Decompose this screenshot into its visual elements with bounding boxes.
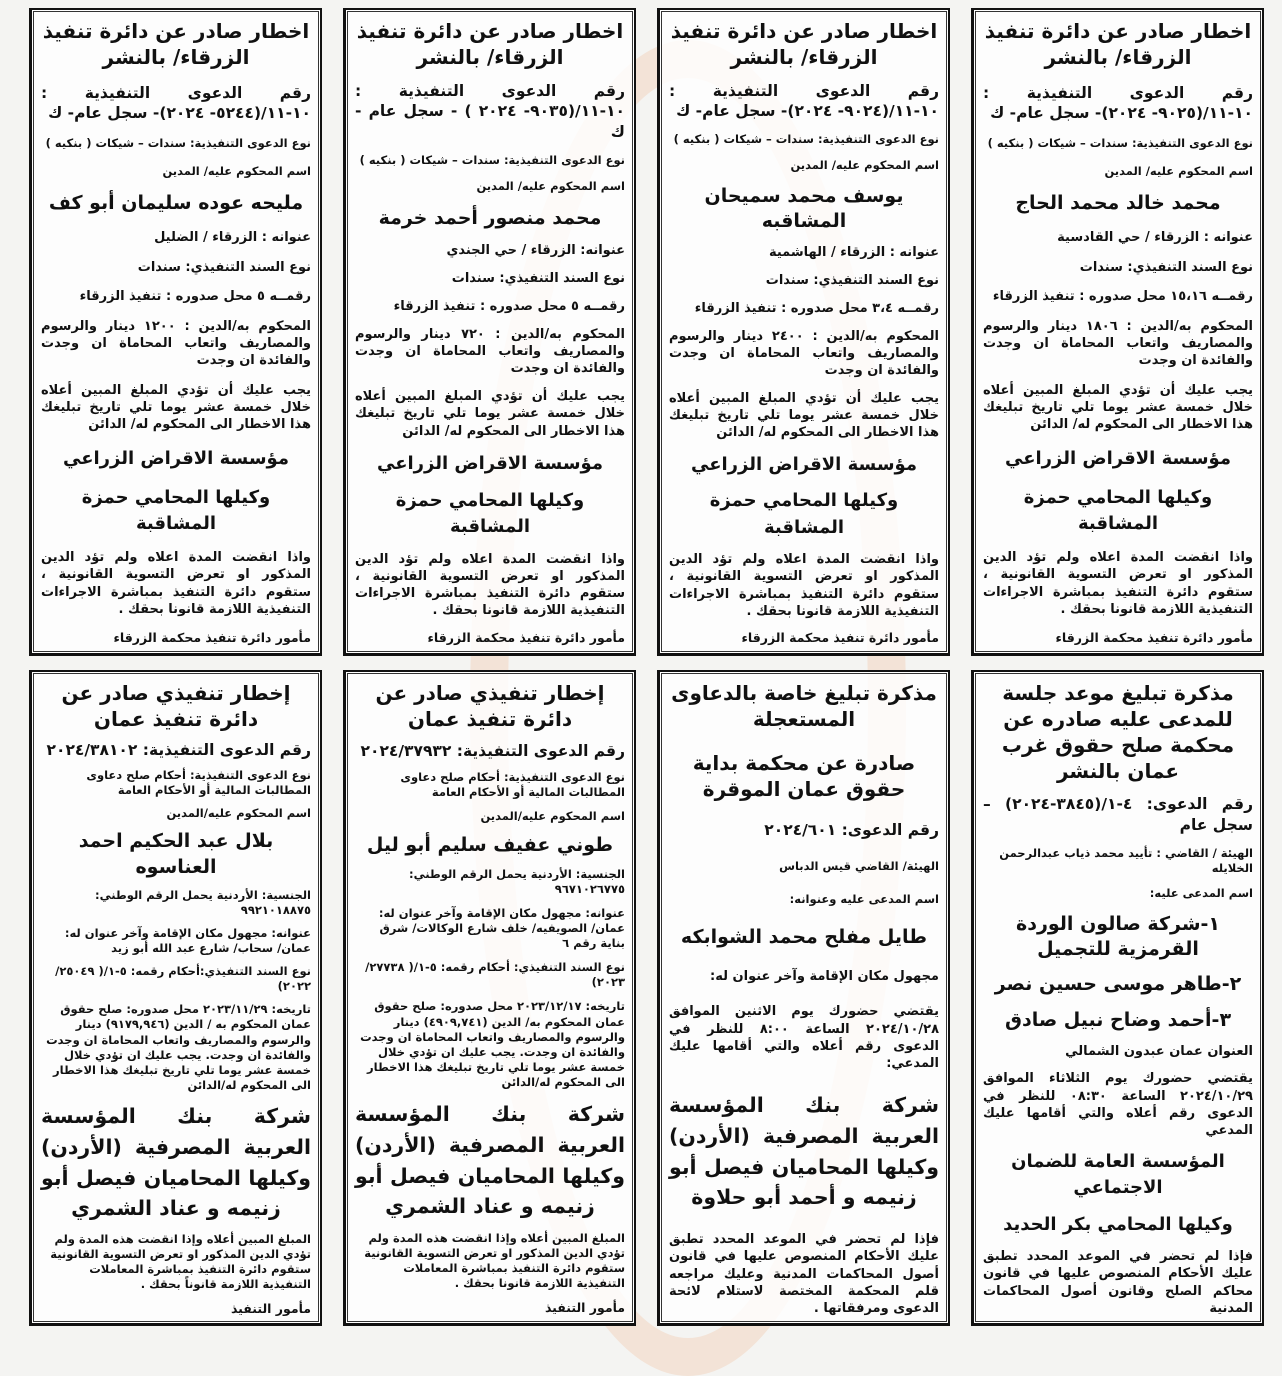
detail-line: اسم المدعى عليه وعنوانه: <box>789 891 939 906</box>
case-number: رقم الدعوى التنفيذية : ١٠-١١/(٩٠٢٤- ٢٠٢٤)- سجل عام- ك <box>669 81 939 121</box>
party-name: محمد خالد محمد الحاج <box>1015 192 1221 215</box>
notice-text: المحكوم به/الدين : ١٢٠٠ دينار والرسوم والمصاريف واتعاب المحاماة ان وجدت والفائدة ان وجدت <box>41 318 311 369</box>
detail-line: عنوانه: مجهول مكان الإقامة وآخر عنوان له: عمان/ الصويفيه/ خلف شارع الوكالات/ شرق بناية رقم ٦ <box>378 905 625 951</box>
detail-line: نوع الدعوى التنفيذية: سندات – شيكات ( بنكيه ) <box>673 132 939 147</box>
detail-line: نوع الدعوى التنفيذية: سندات – شيكات ( بنكيه ) <box>45 135 311 150</box>
party-name: مليحه عوده سليمان أبو كف <box>48 192 304 215</box>
notice-title: اخطار صادر عن دائرة تنفيذ الزرقاء/ بالنشر <box>670 19 938 69</box>
notice-text: يجب عليك أن تؤدي المبلغ المبين أعلاه خلال خمسة عشر يوما تلي تاريخ تبليغك هذا الاخطار الى المحكوم له/ الدائن <box>355 389 625 439</box>
party-name: ٣-أحمد وضاح نبيل صادق <box>1004 1008 1232 1031</box>
detail-line: اسم المحكوم عليه/المدين <box>166 806 311 821</box>
claimant-name: مؤسسة الاقراض الزراعي <box>1004 447 1231 469</box>
detail-line: عنوانه: مجهول مكان الإقامة وآخر عنوان له: عمان/ سحاب/ شارع عبد الله أبو زيد <box>64 925 311 955</box>
notice-text: يقتضي حضورك يوم الاثنين الموافق ٢٠٢٤/١٠/٢٨ الساعة ٨:٠٠ للنظر في الدعوى رقم أعلاه والتي أقامها عليك المدعي: <box>669 1004 940 1071</box>
legal-notice <box>657 8 950 656</box>
notice-text: مجهول مكان الإقامة وآخر عنوان له: <box>710 969 939 985</box>
claimant-name: شركة بنك المؤسسة العربية المصرفية (الأردن) وكيلها المحاميان فيصل أبو زنيمه و أحمد أبو حلاوة <box>669 1093 939 1210</box>
notice-text: واذا انقضت المدة اعلاه ولم تؤد الدين المذكور او تعرض التسوية القانونية ، ستقوم دائرة التنفيذ بمباشرة الاجراءات التنفيذية اللازمة قانونا بحقك . <box>41 550 311 617</box>
claimant-name: المؤسسة العامة للضمان الاجتماعي <box>1011 1151 1225 1199</box>
notice-text: المحكوم به/الدين : ٢٤٠٠ دينار والرسوم والمصاريف واتعاب المحاماة ان وجدت والفائدة ان وجدت <box>669 328 939 378</box>
legal-notices-page <box>28 8 1264 1326</box>
notice-title: اخطار صادر عن دائرة تنفيذ الزرقاء/ بالنشر <box>984 19 1252 69</box>
detail-line: اسم المحكوم عليه/ المدين <box>476 179 625 194</box>
detail-line: نوع الدعوى التنفيذية: سندات – شيكات ( بنكيه ) <box>359 153 625 168</box>
detail-line: تاريخه: ٢٠٢٣/١١/٢٩ محل صدوره: صلح حقوق عمان المحكوم به / الدين (٩١٧٩,٩٤٦) دينار والرسوم والمصاريف واتعاب المحاماة ان وجدت والفائدة ان وجدت. يجب عليك ان تؤدي خلال خمسة عشر يوما تلي تاريخ تبليغك هذا الاخطار الى المحكوم له/الدائن <box>46 1002 311 1093</box>
claimant-name: وكيلها المحامي بكر الحديد <box>1003 1213 1233 1235</box>
claimant-name: شركة بنك المؤسسة العربية المصرفية (الأردن) وكيلها المحاميان فيصل أبو زنيمه و عناد الشمري <box>355 1102 625 1219</box>
claimant-name: شركة بنك المؤسسة العربية المصرفية (الأردن) وكيلها المحاميان فيصل أبو زنيمه و عناد الشمري <box>41 1104 311 1221</box>
issuing-officer: مأمور دائرة تنفيذ محكمة الزرقاء <box>427 630 625 646</box>
case-number: رقم الدعوى التنفيذية : ١٠-١١/(٩٠٢٥- ٢٠٢٤)- سجل عام- ك <box>983 83 1253 122</box>
detail-line: اسم المحكوم عليه/ المدين <box>1104 163 1253 178</box>
notice-title: مذكرة تبليغ موعد جلسة للمدعى عليه صادره عن محكمة صلح حقوق غرب عمان بالنشر <box>1001 681 1235 783</box>
detail-line: تاريخه: ٢٠٢٣/١٢/١٧ محل صدوره: صلح حقوق عمان المحكوم به/ الدين (٤٩٠٩,٧٤١) دينار والرسوم والمصاريف واتعاب المحاماة ان وجدت والفائدة ان وجدت. يجب عليك ان تؤدي خلال خمسة عشر يوما تلي تاريخ تبليغك هذا الاخطار الى المحكوم له/الدائن <box>360 999 625 1090</box>
notice-title: إخطار تنفيذي صادر عن دائرة تنفيذ عمان <box>61 681 291 731</box>
party-name: بلال عبد الحكيم احمد العناسوه <box>78 830 274 878</box>
claimant-name: مؤسسة الاقراض الزراعي <box>376 452 603 474</box>
detail-line: نوع الدعوى التنفيذية: أحكام صلح دعاوى المطالبات المالية أو الأحكام العامة <box>400 769 625 800</box>
notice-text: المحكوم به/الدين : ١٨٠٦ دينار والرسوم والمصاريف واتعاب المحاماة ان وجدت والفائدة ان وجدت <box>983 318 1253 369</box>
notice-text: رقمــه ٣،٤ محل صدوره : تنفيذ الزرقاء <box>694 300 939 316</box>
legal-notice <box>971 8 1264 656</box>
detail-line: اسم المحكوم عليه/ المدين <box>162 163 311 178</box>
legal-notice <box>971 670 1264 1326</box>
notice-title: اخطار صادر عن دائرة تنفيذ الزرقاء/ بالنشر <box>356 19 624 69</box>
notice-text: نوع السند التنفيذي: سندات <box>451 270 625 286</box>
party-name: ١-شركة صالون الوردة القرمزية للتجميل <box>1015 912 1221 960</box>
claimant-name: وكيلها المحامي حمزة المشاقبة <box>81 486 271 534</box>
notice-title: إخطار تنفيذي صادر عن دائرة تنفيذ عمان <box>375 681 605 731</box>
notice-text: نوع السند التنفيذي: سندات <box>1079 259 1253 275</box>
claimant-name: مؤسسة الاقراض الزراعي <box>690 453 917 475</box>
detail-line: نوع السند التنفيذي:أحكام رقمه: ٥-١/( ٢٥٠٤٩/ ٢٠٢٢) <box>55 963 311 994</box>
legal-notice <box>657 670 950 1326</box>
claimant-name: وكيلها المحامي حمزة المشاقبة <box>1023 486 1213 534</box>
notice-text: المحكوم به/الدين : ٧٢٠ دينار والرسوم والمصاريف واتعاب المحاماة ان وجدت والفائدة ان وجدت <box>355 326 625 377</box>
detail-line: نوع الدعوى التنفيذية: أحكام صلح دعاوى المطالبات المالية أو الأحكام العامة <box>86 768 311 798</box>
claimant-name: وكيلها المحامي حمزة المشاقبة <box>395 489 585 537</box>
detail-line: نوع الدعوى التنفيذية: سندات – شيكات ( بنكيه ) <box>987 135 1253 150</box>
notice-text: فإذا لم تحضر في الموعد المحدد تطبق عليك الأحكام المنصوص عليها في قانون محاكم الصلح وقانون أصول المحاكمات المدنية <box>983 1249 1253 1316</box>
notice-text: رقمــه ١٥،١٦ محل صدوره : تنفيذ الزرقاء <box>992 289 1253 305</box>
notice-text: عنوانه : الزرقاء / الضليل <box>154 229 311 245</box>
issuing-officer: مأمور دائرة تنفيذ محكمة الزرقاء <box>1055 630 1253 646</box>
legal-notice <box>343 670 636 1326</box>
notice-title: اخطار صادر عن دائرة تنفيذ الزرقاء/ بالنشر <box>42 19 310 69</box>
case-number: رقم الدعوى: ٢٠٢٤/٦٠١ <box>764 821 939 840</box>
notice-text: عنوانه : الزرقاء / الهاشمية <box>768 245 939 261</box>
detail-line: المبلغ المبين أعلاه وإذا انقضت هذه المدة ولم تؤدي الدين المذكور او تعرض التسوية القانونية ستقوم دائرة التنفيذ بمباشرة المعاملات التنفيذية اللازمة قانوناً بحقك . <box>50 1231 311 1292</box>
detail-line: اسم المحكوم عليه/ المدين <box>790 157 939 172</box>
notice-text: رقمــه ٥ محل صدوره : تنفيذ الزرقاء <box>393 298 625 314</box>
notice-text: عنوانه : الزرقاء / حي القادسية <box>1057 229 1253 245</box>
notice-text: العنوان عمان عبدون الشمالي <box>1065 1043 1253 1059</box>
notice-text: نوع السند التنفيذي: سندات <box>765 273 939 289</box>
notice-title: مذكرة تبليغ خاصة بالدعاوى المستعجلة <box>671 681 937 731</box>
detail-line: الهيئة / القاضي : تأييد محمد ذياب عبدالرحمن الخلايله <box>999 845 1253 875</box>
legal-notice <box>29 8 322 656</box>
issuing-officer: مأمور التنفيذ <box>230 1300 311 1316</box>
detail-line: الجنسية: الأردنية يحمل الرقم الوطني: ٩٩٢١٠١٨٨٧٥ <box>94 887 311 917</box>
notice-text: يجب عليك أن تؤدي المبلغ المبين أعلاه خلال خمسة عشر يوما تلي تاريخ تبليغك هذا الاخطار الى المحكوم له/ الدائن <box>983 382 1253 433</box>
case-number: رقم الدعوى التنفيذية: ٢٠٢٤/٣٧٩٣٢ <box>360 741 625 760</box>
detail-line: الجنسية: الأردنية يحمل الرقم الوطني: ٩٦٧١٠٢٦٧٧٥ <box>408 866 625 897</box>
notice-text: واذا انقضت المدة اعلاه ولم تؤد الدين المذكور او تعرض التسوية القانونية ، ستقوم دائرة التنفيذ بمباشرة الاجراءات التنفيذية اللازمة قانونا بحقك . <box>355 551 625 619</box>
issuing-officer: مأمور دائرة تنفيذ محكمة الزرقاء <box>113 630 311 646</box>
notice-text: واذا انقضت المدة اعلاه ولم تؤد الدين المذكور او تعرض التسوية القانونية ، ستقوم دائرة التنفيذ بمباشرة الاجراءات التنفيذية اللازمة قانونا بحقك . <box>669 552 939 619</box>
notice-text: عنوانه: الزرقاء / حي الجندي <box>446 242 625 258</box>
issuing-officer: مأمور التنفيذ <box>544 1300 625 1316</box>
party-name: ٢-طاهر موسى حسين نصر <box>994 973 1242 996</box>
legal-notice <box>343 8 636 656</box>
notice-title: صادرة عن محكمة بداية حقوق عمان الموقرة <box>692 751 916 802</box>
claimant-name: مؤسسة الاقراض الزراعي <box>62 447 289 469</box>
notice-text: يجب عليك أن تؤدي المبلغ المبين أعلاه خلال خمسة عشر يوما تلي تاريخ تبليغك هذا الاخطار الى المحكوم له/ الدائن <box>669 390 939 440</box>
case-number: رقم الدعوى التنفيذية : ١٠-١١/(٩٠٣٥- ٢٠٢٤ ) - سجل عام - ك <box>355 81 625 141</box>
case-number: رقم الدعوى: ٤-١/(٣٨٤٥-٢٠٢٤) – سجل عام <box>983 795 1253 834</box>
detail-line: اسم المحكوم عليه/المدين <box>480 809 625 824</box>
party-name: يوسف محمد سميحان المشاقبه <box>704 184 904 232</box>
notice-text: رقمــه ٥ محل صدوره : تنفيذ الزرقاء <box>79 289 311 305</box>
case-number: رقم الدعوى التنفيذية: ٢٠٢٤/٣٨١٠٢ <box>46 740 311 759</box>
party-name: طوني عفيف سليم أبو ليل <box>366 834 614 857</box>
case-number: رقم الدعوى التنفيذية : ١٠-١١/(٥٢٤٤- ٢٠٢٤)- سجل عام- ك <box>41 83 311 122</box>
detail-line: المبلغ المبين أعلاه وإذا انقضت هذه المدة ولم تؤدي الدين المذكور او تعرض التسوية القانونية ستقوم دائرة التنفيذ بمباشرة المعاملات التنفيذية اللازمة قانونا بحقك . <box>364 1230 625 1291</box>
legal-notice <box>29 670 322 1326</box>
notice-text: واذا انقضت المدة اعلاه ولم تؤد الدين المذكور او تعرض التسوية القانونية ، ستقوم دائرة التنفيذ بمباشرة الاجراءات التنفيذية اللازمة قانونا بحقك . <box>983 550 1253 617</box>
detail-line: اسم المدعى عليه: <box>1149 886 1253 901</box>
notice-text: يقتضي حضورك يوم الثلاثاء الموافق ٢٠٢٤/١٠/٢٩ الساعة ٠٨:٣٠ للنظر في الدعوى رقم أعلاه والتي أقامها عليك المدعي <box>983 1071 1253 1138</box>
claimant-name: وكيلها المحامي حمزة المشاقبة <box>709 490 899 538</box>
detail-line: نوع السند التنفيذي: أحكام رقمه: ٥-١/( ٢٧٧٣٨/ ٢٠٢٣) <box>365 960 625 990</box>
detail-line: الهيئة/ القاضي قيس الدباس <box>779 858 939 873</box>
issuing-officer: مأمور دائرة تنفيذ محكمة الزرقاء <box>741 630 939 646</box>
notice-text: نوع السند التنفيذي: سندات <box>137 259 311 275</box>
notice-text: يجب عليك أن تؤدي المبلغ المبين أعلاه خلال خمسة عشر يوما تلي تاريخ تبليغك هذا الاخطار الى المحكوم له/ الدائن <box>41 382 311 433</box>
notice-text: فإذا لم تحضر في الموعد المحدد تطبق عليك الأحكام المنصوص عليها في قانون أصول المحاكمات المدنية وعليك مراجعه قلم المحكمة المختصة لاستلام لائحة الدعوى ومرفقاتها . <box>669 1232 939 1316</box>
party-name: طايل مفلح محمد الشوابكه <box>680 926 928 949</box>
party-name: محمد منصور أحمد خرمة <box>378 206 602 229</box>
